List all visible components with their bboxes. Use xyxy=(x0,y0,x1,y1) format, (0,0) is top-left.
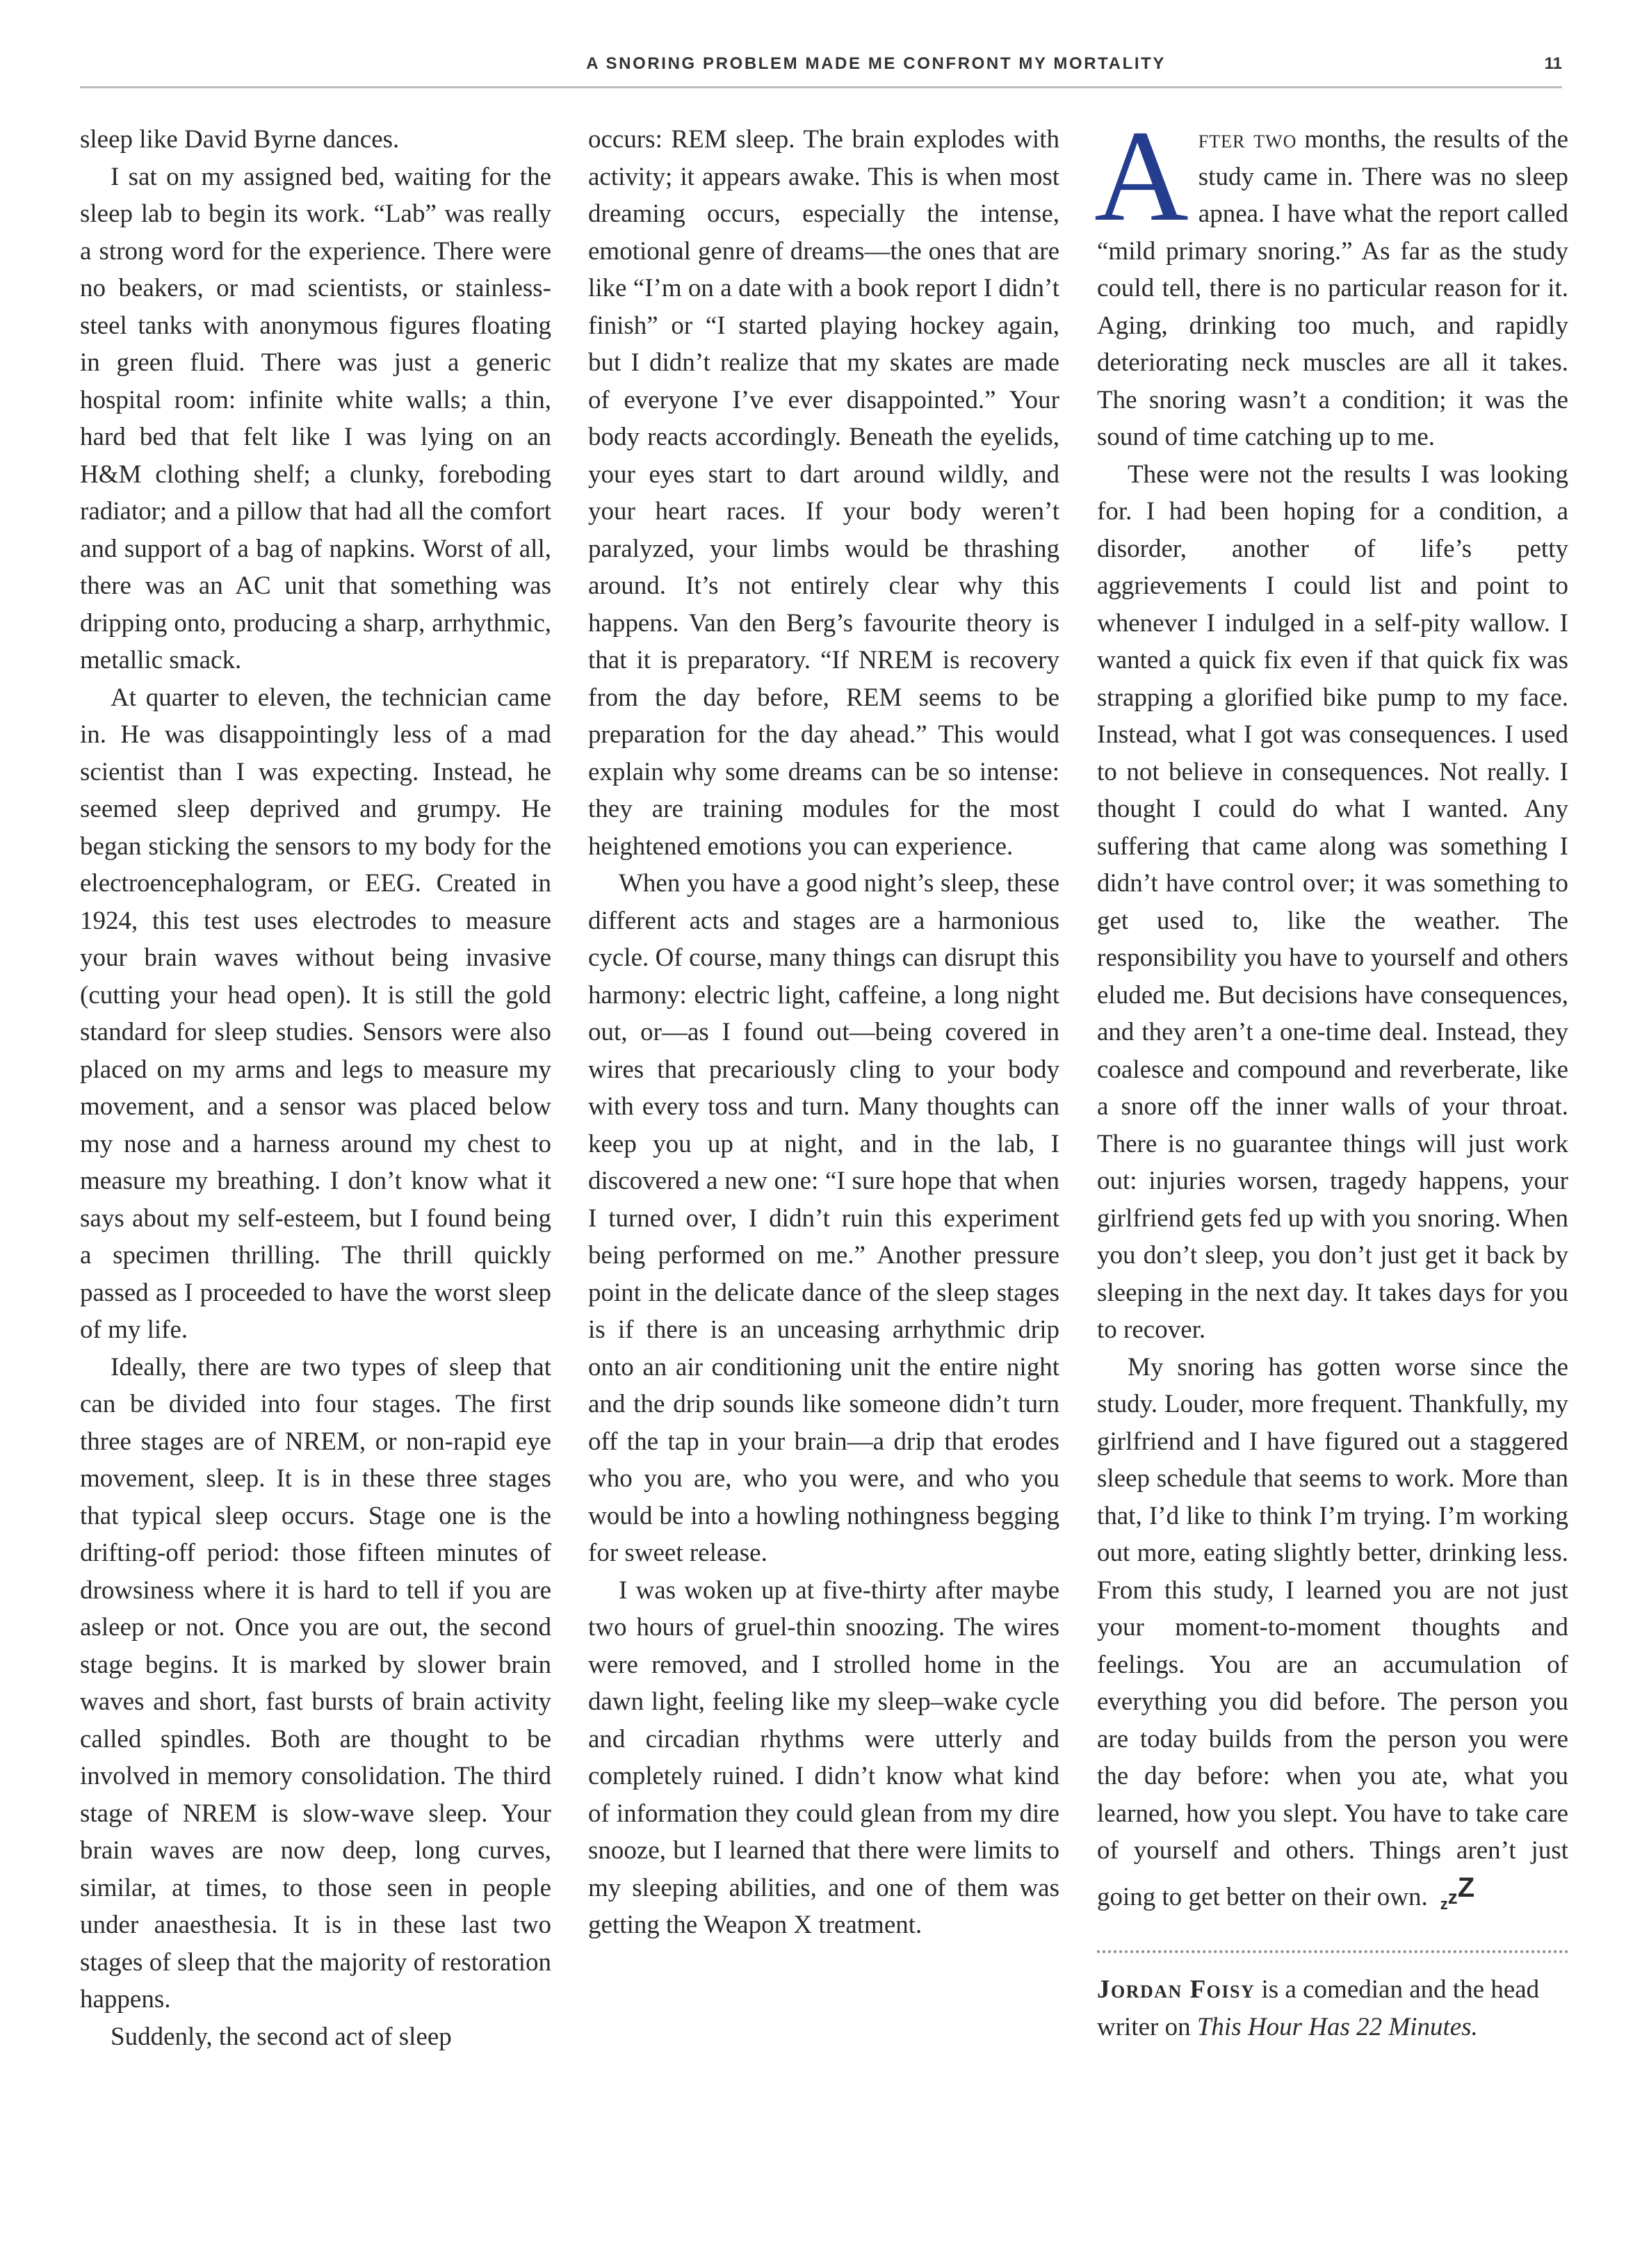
paragraph: At quarter to eleven, the technician came in. He was disappointingly less of a mad scientist than I was expecting. Instead, he seemed sleep deprived and grumpy. He began sticking the sensors to my body for the electroencephalogram, or EEG. Created in 1924, this test uses electrodes to measure your brain waves without being invasive (cutting your head open). It is still the gold standard for sleep studies. Sensors were also placed on my arms and legs to measure my movement, and a sensor was placed below my nose and a harness around my chest to measure my breathing. I don’t know what it says about my self-esteem, but I found being a specimen thrilling. The thrill quickly passed as I proceeded to have the worst sleep of my life. xyxy=(80,683,551,1344)
paragraph-text: My snoring has gotten worse since the study. Louder, more frequent. Thankfully, my girlfriend and I have figured out a staggered sleep schedule that seems to work. More than that, I’d like to think I’m trying. I’m working out more, eating slightly better, drinking less. From this study, I learned you are not just your moment-to-moment thoughts and feelings. You are an accumulation of everything you did before. The person you are today builds from the person you were the day before: when you ate, what you learned, how you slept. You have to take care of yourself and others. Things aren’t just going to get better on their own. xyxy=(1097,1352,1568,1911)
end-mark-zzz-icon xyxy=(1440,1872,1475,1913)
running-head xyxy=(80,44,1562,88)
paragraph: When you have a good night’s sleep, these different acts and stages are a harmonious cycle. Of course, many things can disrupt this harmony: electric light, caffeine, a long night out, or—as I found out—being covered in wires that precariously cling to your body with every toss and turn. Many thoughts can keep you up at night, and in the lab, I discovered a new one: “I sure hope that when I turned over, I didn’t ruin this experiment being performed on me.” Another pressure point in the delicate dance of the sleep stages is if there is an unceasing arrhythmic drip onto an air conditioning unit the entire night and the drip sounds like someone didn’t turn off the tap in your brain—a drip that erodes who you are, who you were, and who you would be into a howling nothingness begging for sweet release. xyxy=(588,869,1059,1567)
paragraph: I sat on my assigned bed, waiting for the sleep lab to begin its work. “Lab” was really a strong word for the experience. There were no beakers, or mad scientists, or stainless-steel tanks with anonymous figures floating in green fluid. There was just a generic hospital room: infinite white walls; a thin, hard bed that felt like I was lying on an H&M clothing shelf; a clunky, foreboding radiator; and a pillow that had all the comfort and support of a bag of napkins. Worst of all, there was an AC unit that something was dripping onto, producing a sharp, arrhythmic, metallic smack. xyxy=(80,162,551,674)
paragraph: These were not the results I was looking for. I had been hoping for a condition, a disorder, another of life’s petty aggrievements I could list and point to whenever I indulged in a self-pity wallow. I wanted a quick fix even if that quick fix was strapping a glorified bike pump to my face. Instead, what I got was consequences. I used to not believe in consequences. Not really. I thought I could do what I wanted. Any suffering that came along was something I didn’t have control over; it was something to get used to, like the weather. The responsibility you have to yourself and others eluded me. But decisions have consequences, and they aren’t a one-time deal. Instead, they coalesce and compound and reverberate, like a snore off the inner walls of your throat. There is no guarantee things will just work out: injuries worsen, tragedy happens, your girlfriend gets fed up with you snoring. When you don’t sleep, you don’t just get it back by sleeping in the next day. It takes days for you to recover. xyxy=(1097,460,1568,1344)
end-mark-z: z xyxy=(1447,1886,1458,1908)
end-mark-z: Z xyxy=(1457,1872,1475,1903)
paragraph: Ideally, there are two types of sleep that can be divided into four stages. The first three stages are of NREM, or non-rapid eye movement, sleep. It is in these three stages that typical sleep occurs. Stage one is the drifting-off period: those fifteen minutes of drowsiness where it is hard to tell if you are asleep or not. Once you are out, the second stage begins. It is marked by slower brain waves and short, fast bursts of brain activity called spindles. Both are thought to be involved in memory consolidation. The third stage of NREM is slow-wave sleep. Your brain waves are now deep, long curves, similar, at times, to those seen in people under anaesthesia. It is in these last two stages of sleep that the majority of restoration happens. xyxy=(80,1352,551,2014)
section-opening-paragraph xyxy=(1094,103,1568,456)
show-title: This Hour Has 22 Minutes. xyxy=(1196,2012,1478,2041)
dotted-divider xyxy=(1097,1950,1568,1953)
lead-in-smallcaps: fter two xyxy=(1198,125,1297,154)
end-mark-z: z xyxy=(1440,1895,1448,1913)
drop-cap: A xyxy=(1094,103,1189,248)
closing-paragraph xyxy=(1097,1349,1568,1923)
running-head-title: A SNORING PROBLEM MADE ME CONFRONT MY MORTALITY xyxy=(586,54,1166,73)
article-column-1 xyxy=(80,121,551,2055)
article-column-3 xyxy=(1094,103,1568,2046)
paragraph: occurs: REM sleep. The brain explodes with activity; it appears awake. This is when most dreaming occurs, especially the intense, emotional genre of dreams—the ones that are like “I’m on a date with a book report I didn’t finish” or “I started playing hockey again, but I didn’t realize that my skates are made of everyone I’ve ever disappointed.” Your body reacts accordingly. Beneath the eyelids, your eyes start to dart around wildly, and your heart races. If your body weren’t paralyzed, your limbs would be thrashing around. It’s not entirely clear why this happens. Van den Berg’s favourite theory is that it is preparatory. “If NREM is recovery from the day before, REM seems to be preparation for the day ahead.” This would explain why some dreams can be so intense: they are training modules for the most heightened emotions you can experience. xyxy=(588,125,1059,861)
bio-text: is a comedian and the head writer on xyxy=(1097,1975,1540,2041)
paragraph-text: months, the results of the study came in. There was no sleep apnea. I have what the report called “mild primary snoring.” As far as the study could tell, there is no particular reason for it. Aging, drinking too much, and rapidly deteriorating neck muscles are all it takes. The snoring wasn’t a condition; it was the sound of time catching up to me. xyxy=(1097,125,1568,451)
author-name: Jordan Foisy xyxy=(1097,1975,1255,2004)
article-column-2 xyxy=(588,121,1059,1944)
paragraph: I was woken up at five-thirty after maybe two hours of gruel-thin snoozing. The wires were removed, and I strolled home in the dawn light, feeling like my sleep–wake cycle and circadian rhythms were utterly and completely ruined. I didn’t know what kind of information they could glean from my dire snooze, but I learned that there were limits to my sleeping abilities, and one of them was getting the Weapon X treatment. xyxy=(588,1576,1059,1939)
paragraph: sleep like David Byrne dances. xyxy=(80,125,400,154)
paragraph: Suddenly, the second act of sleep xyxy=(111,2022,452,2051)
author-bio xyxy=(1097,1971,1568,2046)
page-number: 11 xyxy=(1544,54,1562,73)
